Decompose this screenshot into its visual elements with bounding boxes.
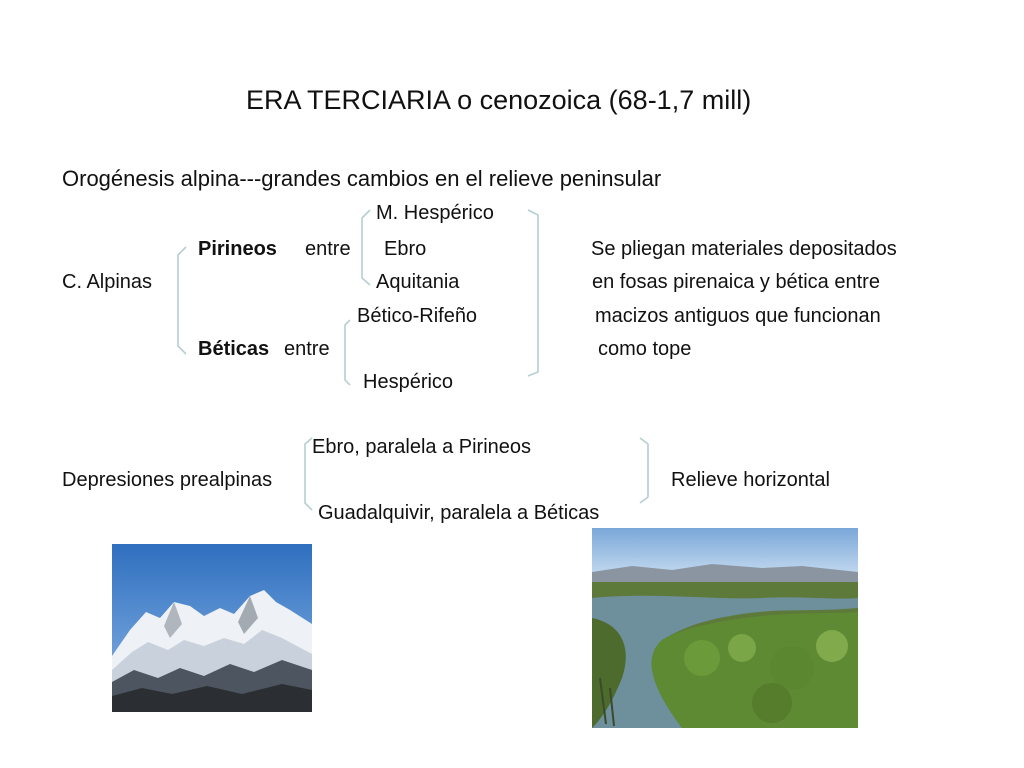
alpinas-label: C. Alpinas bbox=[62, 271, 153, 293]
orogenesis-heading: Orogénesis alpina---grandes cambios en el relieve peninsular bbox=[62, 166, 662, 191]
river-plain-image bbox=[592, 528, 858, 728]
alpinas-note-line-4: como tope bbox=[598, 338, 692, 360]
mountain-photo bbox=[112, 544, 312, 712]
pirineos-m-hesperico: M. Hespérico bbox=[376, 202, 494, 224]
pirineos-aquitania: Aquitania bbox=[376, 271, 460, 293]
depresion-guadalquivir: Guadalquivir, paralela a Béticas bbox=[318, 502, 600, 524]
snowy-mountain-image bbox=[112, 544, 312, 712]
beticas-rifeno: Bético-Rifeño bbox=[357, 305, 478, 327]
alpinas-note-line-2: en fosas pirenaica y bética entre bbox=[592, 271, 880, 293]
depresiones-left-bracket bbox=[305, 438, 312, 510]
pirineos-ebro: Ebro bbox=[384, 238, 427, 260]
beticas-entre: entre bbox=[284, 338, 330, 360]
pirineos-name: Pirineos bbox=[198, 238, 277, 260]
depresiones-right-bracket bbox=[640, 438, 648, 503]
beticas-hesperico: Hespérico bbox=[363, 371, 454, 393]
river-photo bbox=[592, 528, 858, 728]
alpinas-note-line-3: macizos antiguos que funcionan bbox=[595, 305, 881, 327]
pirineos-entre: entre bbox=[305, 238, 351, 260]
alpinas-note-line-1: Se pliegan materiales depositados bbox=[591, 238, 897, 260]
beticas-bracket bbox=[345, 320, 350, 385]
macizos-right-bracket bbox=[528, 210, 538, 376]
relieve-horizontal: Relieve horizontal bbox=[671, 469, 830, 491]
beticas-name: Béticas bbox=[198, 338, 270, 360]
page-title: ERA TERCIARIA o cenozoica (68-1,7 mill) bbox=[246, 85, 752, 115]
depresiones-label: Depresiones prealpinas bbox=[62, 469, 273, 491]
alpinas-bracket bbox=[178, 247, 186, 354]
depresion-ebro: Ebro, paralela a Pirineos bbox=[312, 436, 532, 458]
pirineos-bracket bbox=[362, 210, 370, 285]
